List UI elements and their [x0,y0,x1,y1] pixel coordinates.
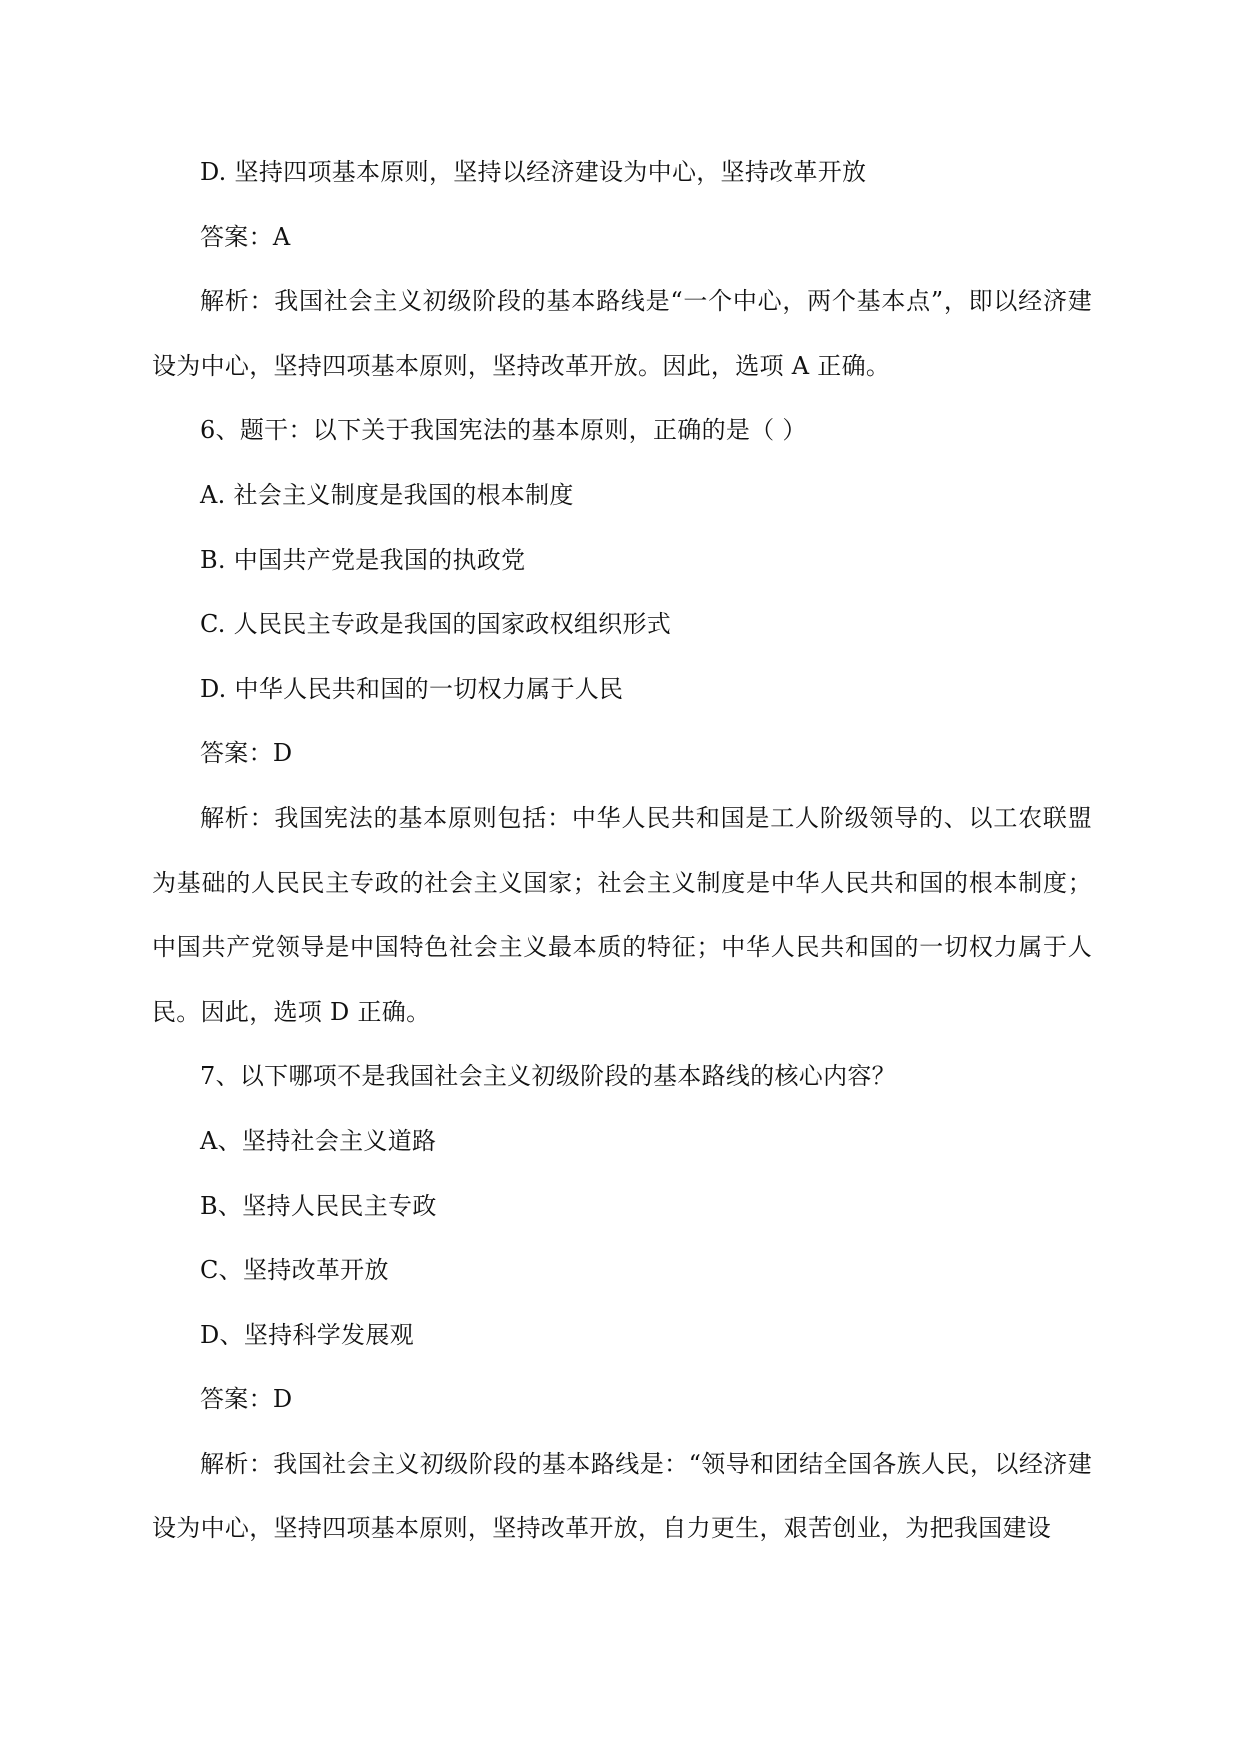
q6-option-c: C. 人民民主专政是我国的国家政权组织形式 [200,610,672,639]
q7-analysis: 解析：我国社会主义初级阶段的基本路线是：“领导和团结全国各族人民，以经济建设为中心，坚持四项基本原则，坚持改革开放，自力更生，艰苦创业，为把我国建设 [152,1449,1092,1543]
q7-answer: 答案：D [200,1385,293,1414]
q7-option-c: C、坚持改革开放 [200,1256,389,1285]
q6-option-a: A. 社会主义制度是我国的根本制度 [200,480,574,509]
q6-analysis: 解析：我国宪法的基本原则包括：中华人民共和国是工人阶级领导的、以工农联盟为基础的人民民主专政的社会主义国家；社会主义制度是中华人民共和国的根本制度；中国共产党领导是中国特色社会主义最本质的特征；中华人民共和国的一切权力属于人民。因此，选项 D 正确。 [152,803,1092,1026]
q6-option-b: B. 中国共产党是我国的执政党 [200,545,526,574]
document-content [152,140,1092,1561]
q7-stem: 7、以下哪项不是我国社会主义初级阶段的基本路线的核心内容？ [200,1062,896,1091]
q5-option-d: D. 坚持四项基本原则，坚持以经济建设为中心，坚持改革开放 [200,158,867,186]
q7-option-b: B、坚持人民民主专政 [200,1191,437,1220]
q7-option-a: A、坚持社会主义道路 [200,1126,437,1155]
q6-option-d: D. 中华人民共和国的一切权力属于人民 [200,674,624,703]
q5-answer: 答案：A [200,222,291,251]
q5-analysis: 解析：我国社会主义初级阶段的基本路线是“一个中心，两个基本点”，即以经济建设为中心，坚持四项基本原则，坚持改革开放。因此，选项 A 正确。 [152,287,1092,380]
q6-stem: 6、题干：以下关于我国宪法的基本原则，正确的是（ ） [200,416,807,445]
q6-answer: 答案：D [200,739,293,768]
q7-option-d: D、坚持科学发展观 [200,1320,414,1349]
